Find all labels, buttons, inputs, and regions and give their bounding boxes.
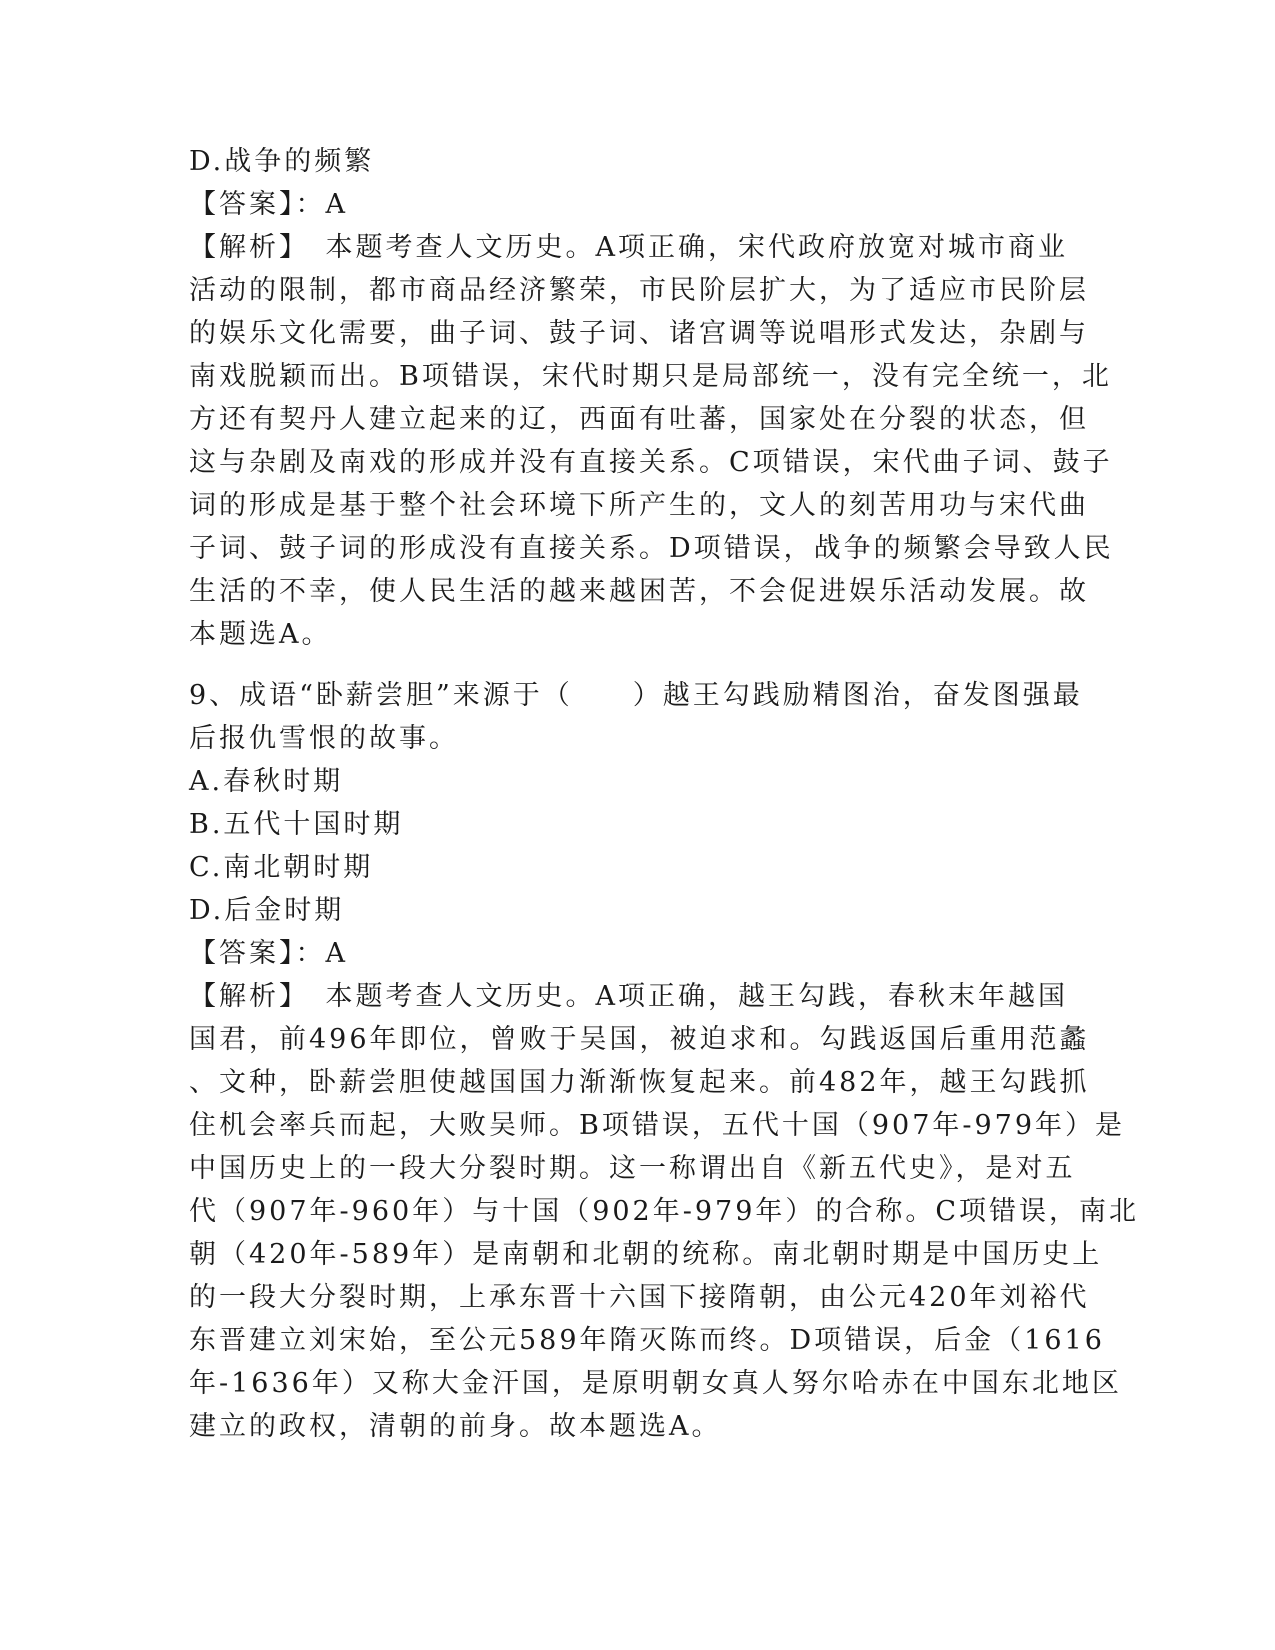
analysis-line: 本题选A。 bbox=[189, 619, 332, 650]
analysis-line: 这与杂剧及南戏的形成并没有直接关系。C项错误，宋代曲子词、鼓子 bbox=[189, 447, 1113, 478]
analysis-line: 代（907年-960年）与十国（902年-979年）的合称。C项错误，南北 bbox=[189, 1196, 1140, 1227]
analysis-line: 的一段大分裂时期，上承东晋十六国下接隋朝，由公元420年刘裕代 bbox=[189, 1282, 1090, 1313]
analysis-line: 建立的政权，清朝的前身。故本题选A。 bbox=[189, 1411, 722, 1442]
analysis-line: 子词、鼓子词的形成没有直接关系。D项错误，战争的频繁会导致人民 bbox=[189, 533, 1114, 564]
answer-line: 【答案】：A bbox=[189, 189, 348, 220]
analysis-line: 年-1636年）又称大金汗国，是原明朝女真人努尔哈赤在中国东北地区 bbox=[189, 1368, 1122, 1399]
option-a: A.春秋时期 bbox=[189, 766, 344, 797]
question-line: 后报仇雪恨的故事。 bbox=[189, 723, 459, 754]
analysis-block bbox=[189, 975, 1140, 1448]
spacer bbox=[189, 656, 1069, 674]
option-d: D.后金时期 bbox=[189, 895, 345, 926]
analysis-line: 【解析】 本题考查人文历史。A项正确，宋代政府放宽对城市商业 bbox=[189, 232, 1068, 263]
analysis-line: 方还有契丹人建立起来的辽，西面有吐蕃，国家处在分裂的状态，但 bbox=[189, 404, 1089, 435]
analysis-line: 、文种，卧薪尝胆使越国国力渐渐恢复起来。前482年，越王勾践抓 bbox=[189, 1067, 1090, 1098]
option-d: D.战争的频繁 bbox=[189, 146, 375, 177]
analysis-line: 【解析】 本题考查人文历史。A项正确，越王勾践，春秋末年越国 bbox=[189, 981, 1068, 1012]
answer-line: 【答案】：A bbox=[189, 938, 348, 969]
analysis-line: 朝（420年-589年）是南朝和北朝的统称。南北朝时期是中国历史上 bbox=[189, 1239, 1103, 1270]
analysis-line: 东晋建立刘宋始，至公元589年隋灭陈而终。D项错误，后金（1616 bbox=[189, 1325, 1105, 1356]
option-b: B.五代十国时期 bbox=[189, 809, 404, 840]
analysis-line: 词的形成是基于整个社会环境下所产生的，文人的刻苦用功与宋代曲 bbox=[189, 490, 1089, 521]
document-page bbox=[189, 140, 1140, 1448]
options-list bbox=[189, 760, 1069, 932]
analysis-line: 生活的不幸，使人民生活的越来越困苦，不会促进娱乐活动发展。故 bbox=[189, 576, 1089, 607]
analysis-line: 南戏脱颖而出。B项错误，宋代时期只是局部统一，没有完全统一，北 bbox=[189, 361, 1112, 392]
analysis-block bbox=[189, 226, 1114, 656]
option-c: C.南北朝时期 bbox=[189, 852, 374, 883]
question-stem bbox=[189, 674, 1083, 760]
question-9 bbox=[189, 674, 1140, 1448]
question-line: 9、成语“卧薪尝胆”来源于（ ）越王勾践励精图治，奋发图强最 bbox=[189, 680, 1083, 711]
analysis-line: 活动的限制，都市商品经济繁荣，市民阶层扩大，为了适应市民阶层 bbox=[189, 275, 1089, 306]
question-8-tail bbox=[189, 140, 1114, 656]
analysis-line: 中国历史上的一段大分裂时期。这一称谓出自《新五代史》，是对五 bbox=[189, 1153, 1076, 1184]
analysis-line: 国君，前496年即位，曾败于吴国，被迫求和。勾践返国后重用范蠡 bbox=[189, 1024, 1090, 1055]
analysis-line: 的娱乐文化需要，曲子词、鼓子词、诸宫调等说唱形式发达，杂剧与 bbox=[189, 318, 1089, 349]
analysis-line: 住机会率兵而起，大败吴师。B项错误，五代十国（907年-979年）是 bbox=[189, 1110, 1126, 1141]
